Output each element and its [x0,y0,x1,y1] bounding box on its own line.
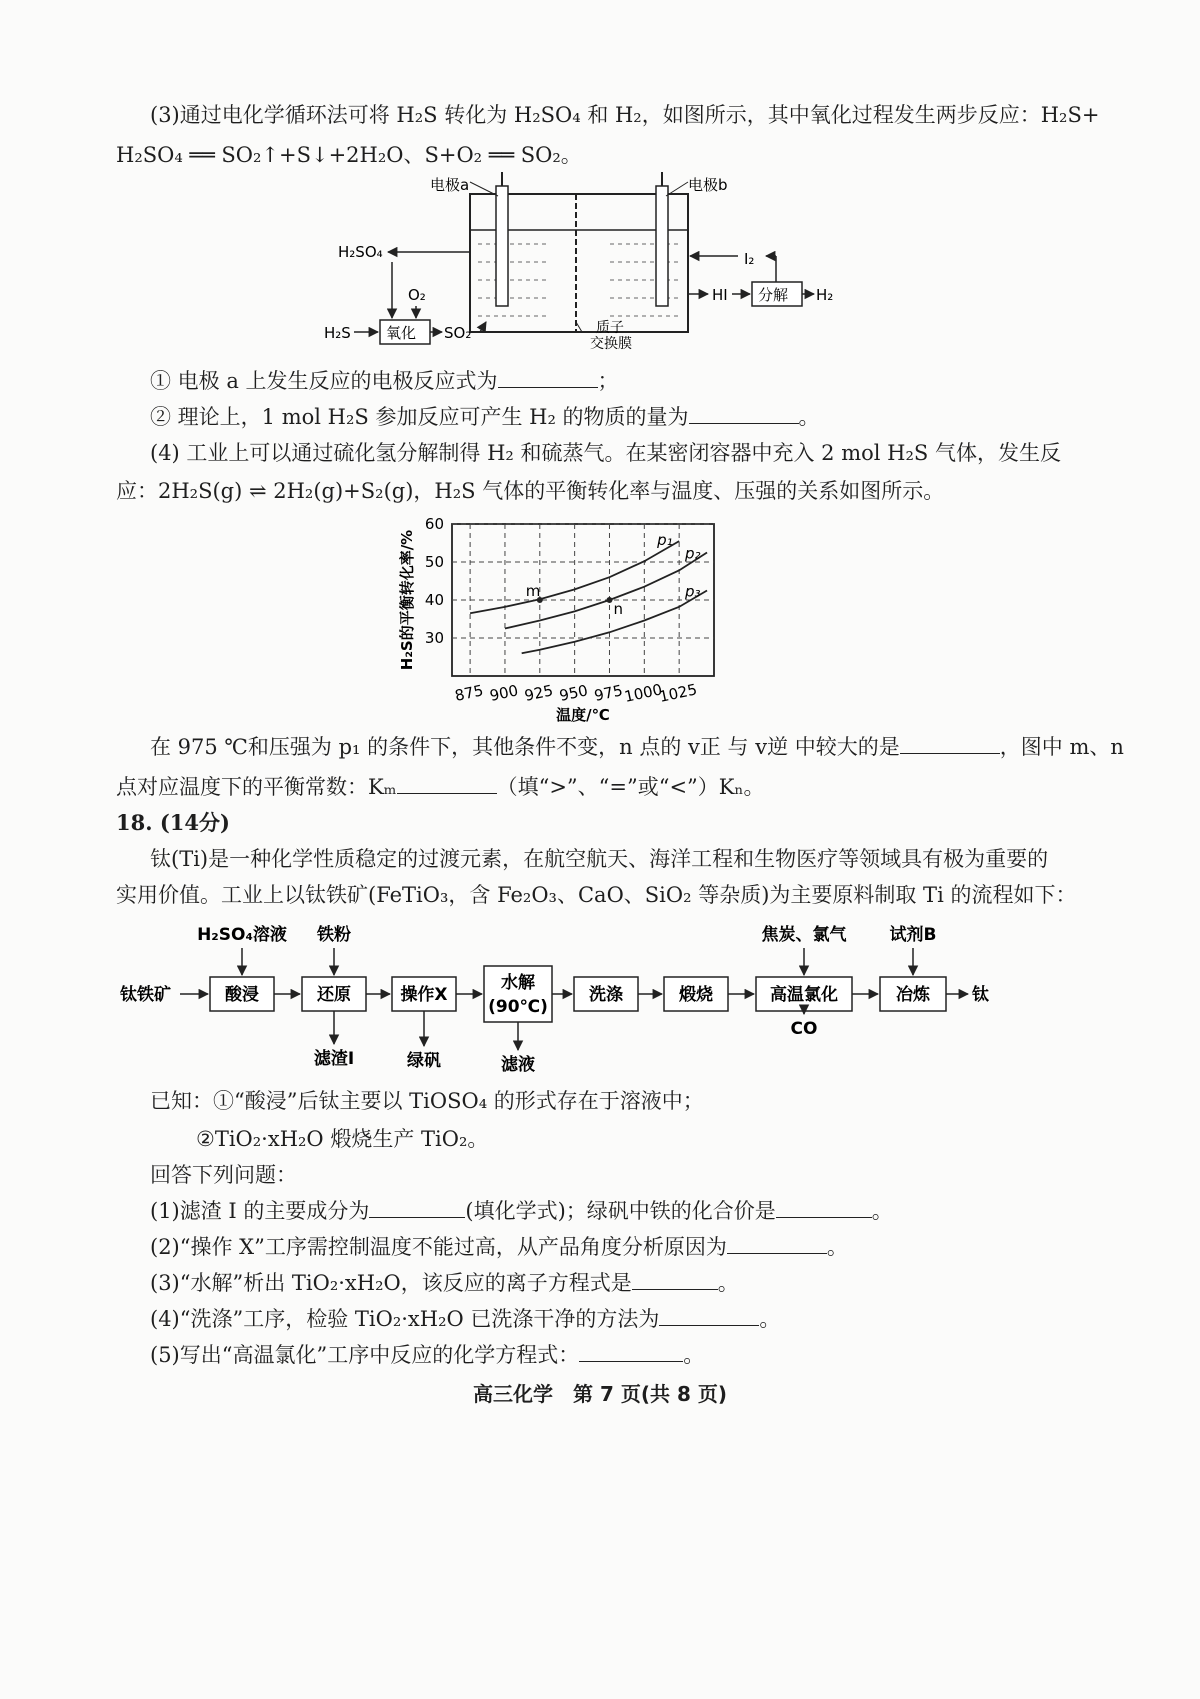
q17-sub2-text: ② 理论上，1 mol H₂S 参加反应可产生 H₂ 的物质的量为 [150,405,689,429]
electrode-a-label: 电极a [430,176,470,194]
flow-input-label-1: H₂SO₄溶液 [197,925,287,945]
x-tick-label: 1025 [657,680,699,706]
y-tick-label: 40 [424,591,444,609]
electrode-b [656,186,668,306]
flow-output-label-2: 绿矾 [407,1051,441,1071]
flow-step-label-2: 还原 [317,985,351,1005]
q17-part4-after2-end: （填“>”、“=”或“<”）Kₙ。 [496,775,765,799]
x-tick-label: 975 [592,681,625,705]
electrode-b-label: 电极b [688,176,728,194]
answer-blank-6[interactable] [776,1199,872,1218]
q18-intro-line2: 实用价值。工业上以钛铁矿(FeTiO₃，含 Fe₂O₃、CaO、SiO₂ 等杂质)为主要原料制取 Ti 的流程如下： [116,883,1077,907]
answer-blank-2[interactable] [689,405,799,424]
answer-blank-3[interactable] [900,735,1000,754]
answer-blank-7[interactable] [727,1235,827,1254]
x-tick-label: 1000 [622,680,664,706]
q18-sub3 [150,1268,739,1298]
q17-part4-after1 [150,732,1124,762]
q18-sub5 [150,1340,704,1370]
q18-known1: 已知：①“酸浸”后钛主要以 TiOSO₄ 的形式存在于溶液中； [150,1089,704,1113]
flow-step-label-6: 煅烧 [679,985,713,1005]
q18-sub1-mid: (填化学式)；绿矾中铁的化合价是 [465,1199,776,1223]
flow-step-label-5: 洗涤 [589,985,623,1005]
q18-sub1-text: (1)滤渣 I 的主要成分为 [150,1199,370,1223]
flow-hydrolysis-temp: (90℃) [488,997,548,1017]
chart-point-label-m: m [525,582,541,600]
q17-sub2-end: 。 [798,405,820,429]
q17-sub1-text: ① 电极 a 上发生反应的电极反应式为 [150,369,498,393]
flow-input-label-4: 试剂B [889,925,937,945]
q17-part4-line2: 应：2H₂S(g) ⇌ 2H₂(g)+S₂(g)，H₂S 气体的平衡转化率与温度、压强的关系如图所示。 [116,479,945,503]
hi-label: HI [712,286,728,304]
q18-sub2-end: 。 [826,1235,848,1259]
flow-input-label-3: 焦炭、氯气 [761,925,847,945]
chart-grid [452,524,714,676]
process-flow-diagram [118,918,1018,1078]
q18-sub5-text: (5)写出“高温氯化”工序中反应的化学方程式： [150,1343,580,1367]
q18-sub3-text: (3)“水解”析出 TiO₂·xH₂O，该反应的离子方程式是 [150,1271,632,1295]
flow-input-label-2: 铁粉 [317,925,351,945]
q18-sub2 [150,1232,848,1262]
flow-start-label: 钛铁矿 [120,985,171,1005]
conversion-chart [396,512,736,722]
y-tick-label: 50 [424,553,444,571]
q17-part4-after1-text: 在 975 ℃和压强为 p₁ 的条件下，其他条件不变，n 点的 v正 与 v逆 中较大的是 [150,735,900,759]
chart-series [470,531,707,653]
flow-step-label-8: 冶炼 [896,985,930,1005]
flow-step-label-1: 酸浸 [225,985,259,1005]
answer-blank-5[interactable] [369,1199,465,1218]
flow-step-label-7: 高温氯化 [770,985,838,1005]
i2-label: I₂ [744,250,755,268]
q18-sub4-end: 。 [759,1307,781,1331]
flow-end-label: 钛 [972,985,989,1005]
flow-step-label-4: 水解 [501,973,535,993]
series-label-1: p₁ [657,531,673,550]
chart-point-n [606,597,612,603]
q17-part4-after1-end: ，图中 m、n [999,735,1124,759]
series-label-2: p₂ [685,544,701,563]
answer-blank-4[interactable] [397,775,497,794]
x-tick-label: 950 [557,681,590,705]
q17-sub1-end: ； [597,369,619,393]
y-tick-label: 30 [424,629,444,647]
q18-sub1-end: 。 [871,1199,893,1223]
series-label-3: p₃ [685,582,701,601]
q18-sub5-end: 。 [683,1343,705,1367]
h2so4-label: H₂SO₄ [338,243,383,261]
q17-part4-line1: (4) 工业上可以通过硫化氢分解制得 H₂ 和硫蒸气。在某密闭容器中充入 2 mol H₂S 气体，发生反 [150,441,1061,465]
answer-blank-9[interactable] [659,1307,759,1326]
page-footer: 高三化学 第 7 页(共 8 页) [473,1382,727,1406]
q17-part4-after2-text: 点对应温度下的平衡常数：Kₘ [116,775,397,799]
q18-known2: ②TiO₂·xH₂O 煅烧生产 TiO₂。 [196,1127,489,1151]
answer-blank-10[interactable] [579,1343,683,1362]
q17-part3-line1: (3)通过电化学循环法可将 H₂S 转化为 H₂SO₄ 和 H₂，如图所示，其中氧化过程发生两步反应：H₂S+ [150,103,1100,127]
chart-point-label-n: n [613,600,623,618]
decompose-label: 分解 [758,286,789,304]
chart-y-axis-label: H₂S的平衡转化率/% [398,529,416,671]
q17-sub1 [150,366,619,396]
so2-label: SO₂ [444,324,472,342]
q18-sub3-end: 。 [717,1271,739,1295]
q18-sub2-text: (2)“操作 X”工序需控制温度不能过高，从产品角度分析原因为 [150,1235,727,1259]
flow-output-label-1: 滤渣I [313,1049,355,1069]
answer-blank-8[interactable] [632,1271,718,1290]
q17-part3-line2: H₂SO₄ ══ SO₂↑+S↓+2H₂O、S+O₂ ══ SO₂。 [116,143,582,167]
h2-label: H₂ [816,286,834,304]
electrode-a [496,186,508,306]
q18-heading: 18. (14分) [116,810,230,835]
x-tick-label: 900 [488,681,520,705]
flow-output-label-3: 滤液 [501,1055,535,1075]
electrochemical-cell-diagram [320,172,840,352]
q17-sub2 [150,402,820,432]
q18-sub1 [150,1196,893,1226]
flow-step-label-3: 操作X [400,985,448,1005]
y-tick-label: 60 [424,515,444,533]
q18-answer-prompt: 回答下列问题： [150,1163,297,1187]
x-tick-label: 925 [522,681,555,705]
answer-blank-1[interactable] [498,369,598,388]
membrane-label-1: 质子 [596,320,624,336]
q18-intro-line1: 钛(Ti)是一种化学性质稳定的过渡元素，在航空航天、海洋工程和生物医疗等领域具有极为重要的 [150,847,1049,871]
q17-part4-after2 [116,772,765,802]
flow-output-label-4: CO [790,1019,818,1039]
x-tick-label: 875 [453,681,485,705]
chart-x-axis-label: 温度/℃ [556,706,610,722]
q18-sub4-text: (4)“洗涤”工序，检验 TiO₂·xH₂O 已洗涤干净的方法为 [150,1307,660,1331]
q18-sub4 [150,1304,780,1334]
membrane-label-2: 交换膜 [590,336,632,352]
o2-label: O₂ [408,286,426,304]
oxidation-label: 氧化 [386,324,417,342]
h2s-label: H₂S [324,324,351,342]
